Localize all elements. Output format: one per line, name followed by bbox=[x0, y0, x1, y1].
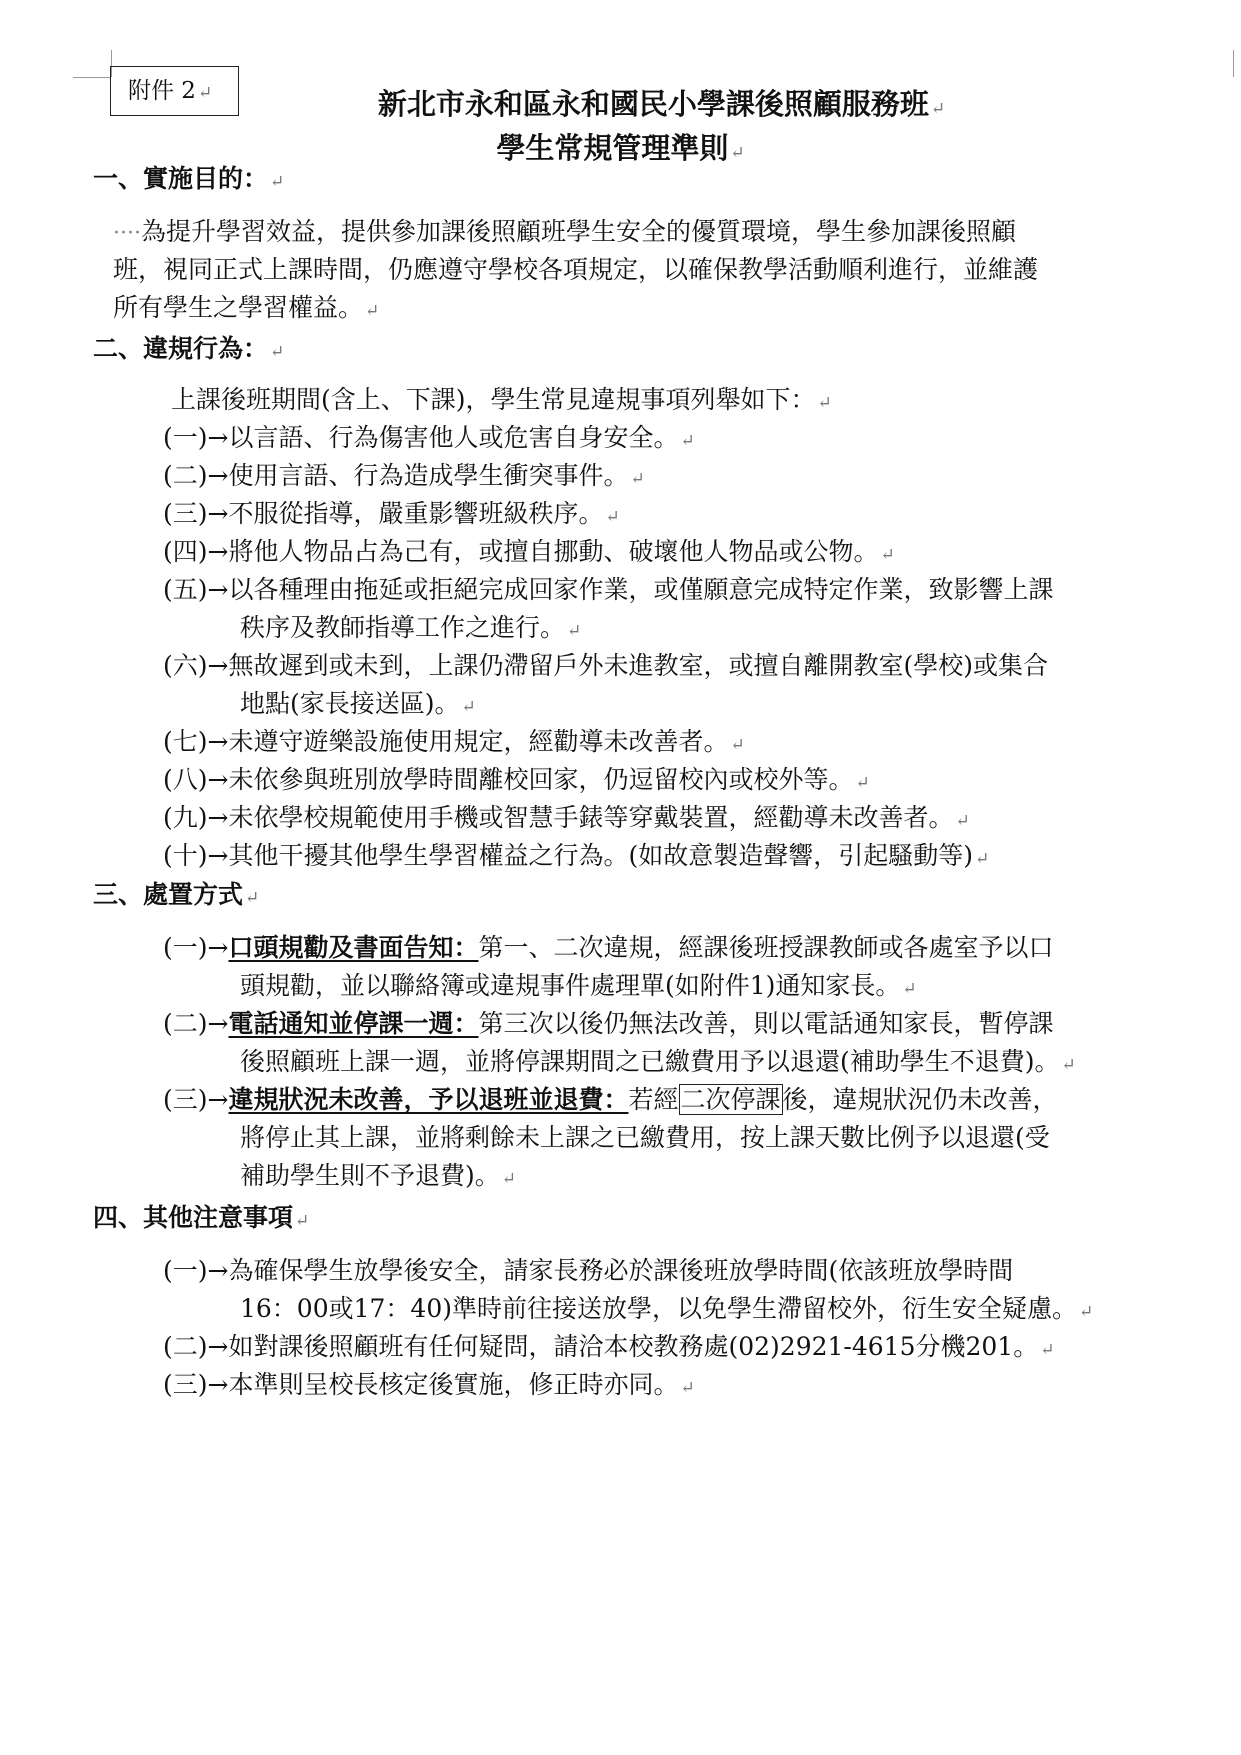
list-item: (二)→如對課後照顧班有任何疑問，請洽本校教務處(02)2921-4615分機201。 ↵ bbox=[163, 1332, 1055, 1361]
title-line-2: 學生常規管理準則 ↵ bbox=[496, 131, 745, 165]
section-4-heading: 四、其他注意事項 ↵ bbox=[93, 1203, 310, 1232]
list-item: (三)→本準則呈校長核定後實施，修正時亦同。 ↵ bbox=[163, 1370, 695, 1399]
list-item: (七)→未遵守遊樂設施使用規定，經勸導未改善者。 ↵ bbox=[163, 727, 745, 756]
boxed-term: 二次停課 bbox=[680, 1085, 781, 1114]
list-item-continuation: 頭規勸，並以聯絡簿或違規事件處理單(如附件1)通知家長。 ↵ bbox=[240, 971, 917, 1000]
list-item: (八)→未依參與班別放學時間離校回家，仍逗留校內或校外等。 ↵ bbox=[163, 765, 870, 794]
section-2-heading: 二、違規行為： ↵ bbox=[93, 334, 285, 363]
section-2-intro: 上課後班期間(含上、下課)，學生常見違規事項列舉如下： ↵ bbox=[171, 385, 832, 414]
section-1-paragraph: 所有學生之學習權益。 ↵ bbox=[113, 293, 380, 322]
list-item: (三)→違規狀況未改善，予以退班並退費：若經二次停課後，違規狀況仍未改善， bbox=[163, 1085, 1058, 1114]
section-1-paragraph: 班，視同正式上課時間，仍應遵守學校各項規定，以確保教學活動順利進行，並維護 bbox=[113, 255, 1039, 284]
attachment-label: 附件 2 bbox=[128, 78, 196, 104]
section-1-paragraph: ····為提升學習效益，提供參加課後照顧班學生安全的優質環境，學生參加課後照顧 bbox=[113, 217, 1016, 246]
list-item: (五)→以各種理由拖延或拒絕完成回家作業，或僅願意完成特定作業，致影響上課 bbox=[163, 575, 1054, 604]
list-item-continuation: 將停止其上課，並將剩餘未上課之已繳費用，按上課天數比例予以退還(受 bbox=[240, 1123, 1050, 1152]
list-item: (十)→其他干擾其他學生學習權益之行為。(如故意製造聲響，引起騷動等) ↵ bbox=[163, 841, 990, 870]
attachment-label-box: 附件 2 ↵ bbox=[110, 66, 239, 116]
list-item: (九)→未依學校規範使用手機或智慧手錶等穿戴裝置，經勸導未改善者。 ↵ bbox=[163, 803, 970, 832]
list-item: (一)→為確保學生放學後安全，請家長務必於課後班放學時間(依該班放學時間 bbox=[163, 1256, 1014, 1285]
list-item: (二)→電話通知並停課一週：第三次以後仍無法改善，則以電話通知家長，暫停課 bbox=[163, 1009, 1054, 1038]
list-item: (六)→無故遲到或未到，上課仍滯留戶外未進教室，或擅自離開教室(學校)或集合 bbox=[163, 651, 1048, 680]
list-item-continuation: 地點(家長接送區)。 ↵ bbox=[240, 689, 476, 718]
crop-mark bbox=[1233, 50, 1234, 77]
list-item: (二)→使用言語、行為造成學生衝突事件。 ↵ bbox=[163, 461, 645, 490]
list-item: (三)→不服從指導，嚴重影響班級秩序。 ↵ bbox=[163, 499, 620, 528]
list-item-continuation: 秩序及教師指導工作之進行。 ↵ bbox=[240, 613, 582, 642]
list-item-continuation: 16：00或17：40)準時前往接送放學，以免學生滯留校外，衍生安全疑慮。 ↵ bbox=[240, 1294, 1094, 1323]
title-line-1: 新北市永和區永和國民小學課後照顧服務班 ↵ bbox=[377, 87, 946, 121]
crop-mark bbox=[73, 77, 111, 78]
list-item-continuation: 補助學生則不予退費)。 ↵ bbox=[240, 1161, 517, 1190]
list-item-continuation: 後照顧班上課一週，並將停課期間之已繳費用予以退還(補助學生不退費)。 ↵ bbox=[240, 1047, 1076, 1076]
list-item: (一)→口頭規勸及書面告知：第一、二次違規，經課後班授課教師或各處室予以口 bbox=[163, 933, 1054, 962]
list-item: (一)→以言語、行為傷害他人或危害自身安全。 ↵ bbox=[163, 423, 695, 452]
section-1-heading: 一、實施目的： ↵ bbox=[93, 164, 285, 193]
section-3-heading: 三、處置方式 ↵ bbox=[93, 880, 260, 909]
list-item: (四)→將他人物品占為己有，或擅自挪動、破壞他人物品或公物。 ↵ bbox=[163, 537, 895, 566]
